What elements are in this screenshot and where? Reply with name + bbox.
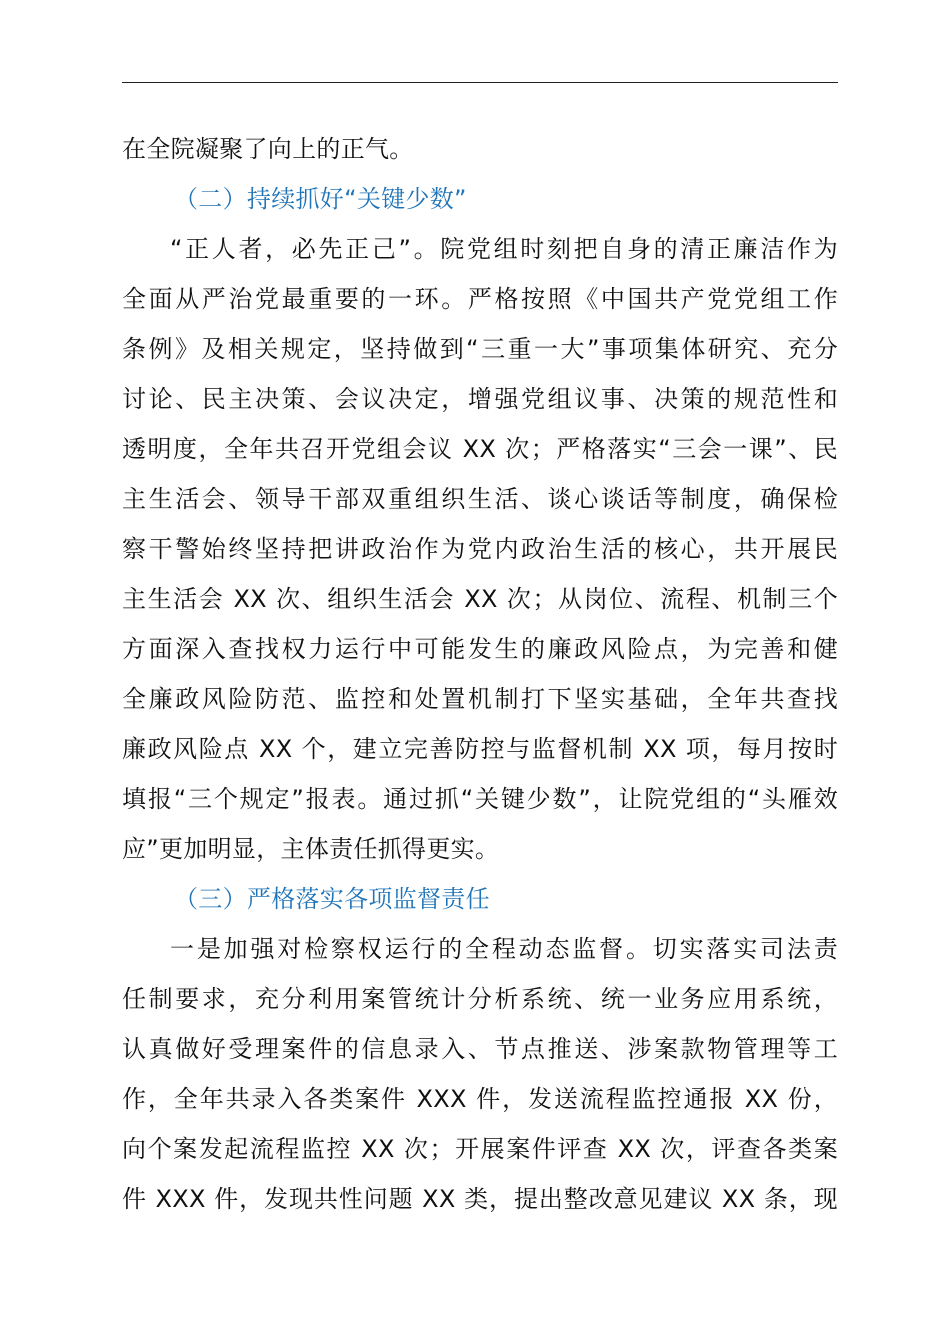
text-line: 任制要求，充分利用案管统计分析系统、统一业务应用系统， xyxy=(122,985,838,1013)
text-line: 在全院凝聚了向上的正气。 xyxy=(122,135,414,163)
section-heading: （三）严格落实各项监督责任 xyxy=(174,885,490,913)
text-line: 全面从严治党最重要的一环。严格按照《中国共产党党组工作 xyxy=(122,285,838,313)
text-line: 主生活会 XX 次、组织生活会 XX 次；从岗位、流程、机制三个 xyxy=(122,585,838,613)
text-line: 全廉政风险防范、监控和处置机制打下坚实基础，全年共查找 xyxy=(122,685,838,713)
text-line: 填报“三个规定”报表。通过抓“关键少数”，让院党组的“头雁效 xyxy=(122,785,838,813)
text-line: 作，全年共录入各类案件 XXX 件，发送流程监控通报 XX 份， xyxy=(122,1085,838,1113)
text-line: 向个案发起流程监控 XX 次；开展案件评查 XX 次，评查各类案 xyxy=(122,1135,838,1163)
text-line: 透明度，全年共召开党组会议 XX 次；严格落实“三会一课”、民 xyxy=(122,435,838,463)
text-line: 件 XXX 件，发现共性问题 XX 类，提出整改意见建议 XX 条，现 xyxy=(122,1185,838,1213)
text-line: 主生活会、领导干部双重组织生活、谈心谈话等制度，确保检 xyxy=(122,485,838,513)
text-line: 一是加强对检察权运行的全程动态监督。切实落实司法责 xyxy=(170,935,838,963)
document-body xyxy=(122,124,838,1224)
section-heading: （二）持续抓好“关键少数” xyxy=(174,185,467,213)
text-line: 条例》及相关规定，坚持做到“三重一大”事项集体研究、充分 xyxy=(122,335,838,363)
text-line: 察干警始终坚持把讲政治作为党内政治生活的核心，共开展民 xyxy=(122,535,838,563)
header-rule xyxy=(122,82,838,83)
text-line: 讨论、民主决策、会议决定，增强党组议事、决策的规范性和 xyxy=(122,385,838,413)
text-line: 认真做好受理案件的信息录入、节点推送、涉案款物管理等工 xyxy=(122,1035,838,1063)
text-line: 方面深入查找权力运行中可能发生的廉政风险点，为完善和健 xyxy=(122,635,838,663)
text-line: 应”更加明显，主体责任抓得更实。 xyxy=(122,835,500,863)
text-line: “正人者，必先正己”。院党组时刻把自身的清正廉洁作为 xyxy=(170,235,838,263)
text-line: 廉政风险点 XX 个，建立完善防控与监督机制 XX 项，每月按时 xyxy=(122,735,838,763)
